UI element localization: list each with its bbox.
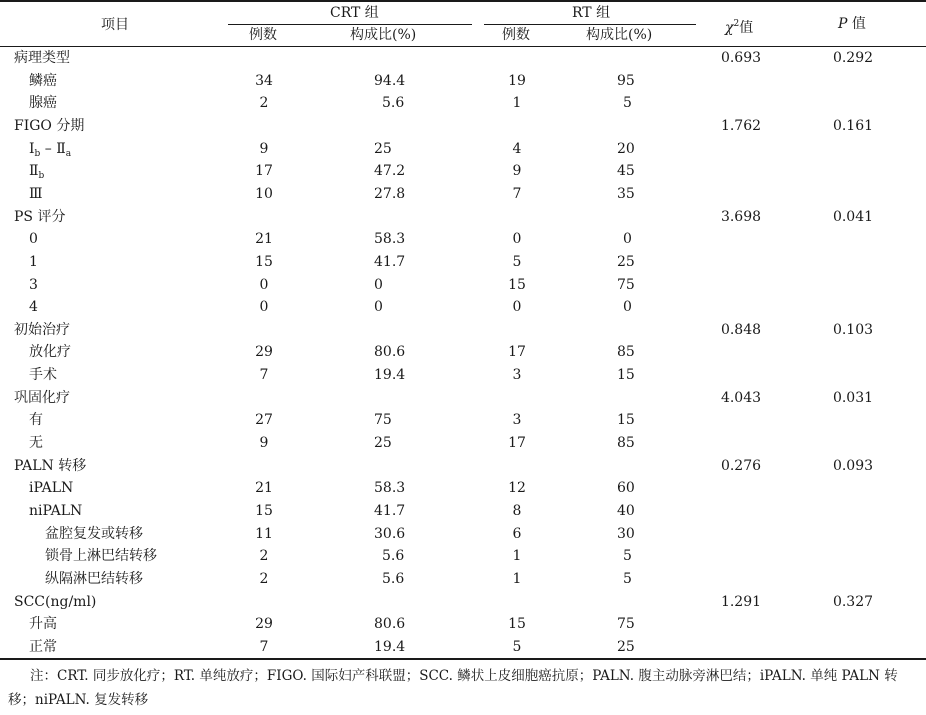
p-symbol: P: [838, 16, 848, 32]
row-label-text: PS 评分: [14, 209, 66, 225]
p-value-cell: 0.327: [832, 594, 874, 610]
crt-cases-cell: 7: [259, 639, 269, 655]
crt-cases-cell: 0: [259, 299, 269, 315]
row-sub-label: [29, 639, 57, 655]
crt-ratio-cell: 25: [374, 141, 392, 157]
crt-ratio-cell: 30.6: [374, 526, 406, 542]
row-sub-label: [29, 412, 43, 428]
header-crt-ratio: 构成比(%): [350, 27, 417, 43]
crt-cases-cell: 2: [259, 571, 269, 587]
row-label-text: 无: [29, 435, 43, 451]
row-label-text: 鳞癌: [29, 73, 57, 89]
chi-square-cell: 0.276: [720, 458, 762, 474]
header-rt-ratio: 构成比(%): [586, 27, 653, 43]
rt-ratio-cell: 5: [623, 571, 632, 587]
rt-ratio-cell: 15: [617, 367, 635, 383]
crt-cases-cell: 29: [255, 616, 273, 632]
p-value-cell: 0.041: [832, 209, 874, 225]
row-category-label: [14, 322, 70, 338]
row-sub-label: [29, 95, 57, 111]
crt-cases-cell: 10: [255, 186, 273, 202]
crt-cases-cell: 9: [259, 141, 269, 157]
rt-group-underline: [484, 24, 696, 25]
crt-ratio-cell: 47.2: [374, 163, 406, 179]
rt-ratio-cell: 75: [617, 616, 635, 632]
crt-ratio-cell: 80.6: [374, 616, 406, 632]
row-label-text: 初始治疗: [14, 322, 70, 338]
crt-ratio-cell: 5.6: [382, 571, 405, 587]
crt-cases-cell: 0: [259, 277, 269, 293]
row-label-text: 0: [29, 231, 38, 247]
rt-ratio-cell: 20: [617, 141, 635, 157]
crt-cases-cell: 29: [255, 344, 273, 360]
rt-ratio-cell: 30: [617, 526, 635, 542]
row-sub-label: [29, 277, 38, 293]
rt-cases-cell: 0: [512, 299, 522, 315]
rt-ratio-cell: 15: [617, 412, 635, 428]
row-label-text: PALN 转移: [14, 458, 87, 474]
row-label-text: 腺癌: [29, 95, 57, 111]
chi-superscript: 2: [733, 19, 740, 29]
crt-ratio-cell: 25: [374, 435, 392, 451]
row-label-text: 3: [29, 277, 38, 293]
rt-cases-cell: 6: [512, 526, 522, 542]
crt-group-underline: [228, 24, 472, 25]
row-label-text: SCC(ng/ml): [14, 594, 97, 610]
rt-cases-cell: 9: [512, 163, 522, 179]
crt-ratio-cell: 41.7: [374, 254, 406, 270]
crt-ratio-cell: 75: [374, 412, 392, 428]
rt-ratio-cell: 40: [617, 503, 635, 519]
crt-ratio-cell: 5.6: [382, 95, 405, 111]
header-item: 项目: [101, 17, 129, 33]
crt-ratio-cell: 5.6: [382, 548, 405, 564]
row-label-text: 巩固化疗: [14, 390, 70, 406]
crt-ratio-cell: 80.6: [374, 344, 406, 360]
rt-cases-cell: 17: [508, 344, 526, 360]
row-sub-label: [29, 616, 57, 632]
row-sub-label: [29, 231, 38, 247]
p-value-cell: 0.103: [832, 322, 874, 338]
rt-ratio-cell: 60: [617, 480, 635, 496]
rt-ratio-cell: 25: [617, 254, 635, 270]
crt-ratio-cell: 0: [374, 299, 383, 315]
rt-ratio-cell: 75: [617, 277, 635, 293]
rt-ratio-cell: 5: [623, 95, 632, 111]
rt-cases-cell: 7: [512, 186, 522, 202]
rt-cases-cell: 1: [512, 95, 522, 111]
row-label-subscript: b: [34, 149, 41, 159]
row-sub-label: [29, 344, 71, 360]
row-label-subscript: a: [65, 149, 72, 159]
rt-ratio-cell: 95: [617, 73, 635, 89]
row-category-label: [14, 458, 86, 474]
row-sub-label: [29, 435, 43, 451]
rt-ratio-cell: 25: [617, 639, 635, 655]
row-sub-label: [29, 254, 38, 270]
row-label-text: 盆腔复发或转移: [45, 526, 143, 542]
row-sub-label: [29, 299, 38, 315]
chi-suffix: 值: [739, 20, 754, 36]
header-crt-group: CRT 组: [330, 5, 379, 21]
rt-cases-cell: 4: [512, 141, 522, 157]
row-label-text: 锁骨上淋巴结转移: [45, 548, 157, 564]
table-bottom-rule: [0, 658, 926, 660]
row-sub-label: [45, 571, 143, 587]
rt-cases-cell: 1: [512, 571, 522, 587]
row-label-text: 升高: [29, 616, 57, 632]
row-label-subscript: b: [38, 171, 45, 181]
table-footnote-line-2: 移；niPALN. 复发转移: [8, 692, 149, 708]
rt-cases-cell: 3: [512, 412, 522, 428]
chi-square-cell: 1.291: [720, 594, 762, 610]
header-p-value: [838, 16, 866, 32]
crt-cases-cell: 34: [255, 73, 273, 89]
row-category-label: [14, 118, 84, 134]
row-label-text: 正常: [29, 639, 57, 655]
rt-cases-cell: 5: [512, 254, 522, 270]
rt-ratio-cell: 35: [617, 186, 635, 202]
crt-cases-cell: 7: [259, 367, 269, 383]
chi-square-cell: 4.043: [720, 390, 762, 406]
table-footnote-line-1: 注：CRT. 同步放化疗；RT. 单纯放疗；FIGO. 国际妇产科联盟；SCC. 鳞状上皮细胞癌抗原；PALN. 腹主动脉旁淋巴结；iPALN. 单纯 PALN 转: [30, 668, 898, 684]
row-category-label: [14, 50, 70, 66]
chi-square-cell: 0.848: [720, 322, 762, 338]
row-category-label: [14, 390, 70, 406]
chi-square-cell: 1.762: [720, 118, 762, 134]
row-label-text: FIGO 分期: [14, 118, 85, 134]
crt-ratio-cell: 58.3: [374, 480, 406, 496]
rt-cases-cell: 1: [512, 548, 522, 564]
rt-cases-cell: 19: [508, 73, 526, 89]
row-label-text: Ⅲ: [29, 186, 43, 202]
table-top-rule: [0, 0, 926, 2]
rt-ratio-cell: 0: [623, 299, 632, 315]
crt-cases-cell: 21: [255, 480, 273, 496]
row-label-text: 放化疗: [29, 344, 71, 360]
rt-cases-cell: 15: [508, 277, 526, 293]
p-value-cell: 0.093: [832, 458, 874, 474]
row-category-label: [14, 209, 65, 225]
rt-ratio-cell: 85: [617, 344, 635, 360]
rt-cases-cell: 0: [512, 231, 522, 247]
row-label-text: Ⅰ: [29, 141, 35, 157]
p-value-cell: 0.161: [832, 118, 874, 134]
row-sub-label: [29, 163, 44, 184]
crt-ratio-cell: 94.4: [374, 73, 406, 89]
header-rt-group: RT 组: [572, 5, 611, 21]
p-value-cell: 0.031: [832, 390, 874, 406]
crt-cases-cell: 11: [255, 526, 273, 542]
row-sub-label: [29, 141, 71, 162]
chi-symbol: χ: [725, 20, 734, 36]
rt-ratio-cell: 0: [623, 231, 632, 247]
rt-cases-cell: 15: [508, 616, 526, 632]
rt-cases-cell: 8: [512, 503, 522, 519]
crt-cases-cell: 15: [255, 254, 273, 270]
crt-ratio-cell: 58.3: [374, 231, 406, 247]
row-sub-label: [29, 503, 82, 519]
crt-cases-cell: 27: [255, 412, 273, 428]
row-label-text: Ⅱ: [29, 163, 39, 179]
header-chi-square: [725, 16, 753, 36]
p-value-cell: 0.292: [832, 50, 874, 66]
crt-cases-cell: 2: [259, 95, 269, 111]
row-label-text: 1: [29, 254, 38, 270]
row-label-text: 手术: [29, 367, 57, 383]
crt-ratio-cell: 19.4: [374, 367, 406, 383]
chi-square-cell: 3.698: [720, 209, 762, 225]
crt-cases-cell: 17: [255, 163, 273, 179]
crt-ratio-cell: 41.7: [374, 503, 406, 519]
row-sub-label: [29, 367, 57, 383]
crt-ratio-cell: 19.4: [374, 639, 406, 655]
row-label-range: – Ⅱ: [40, 141, 66, 157]
row-sub-label: [29, 186, 43, 202]
crt-cases-cell: 21: [255, 231, 273, 247]
p-suffix: 值: [847, 16, 866, 32]
rt-cases-cell: 3: [512, 367, 522, 383]
row-label-text: 有: [29, 412, 43, 428]
row-sub-label: [29, 73, 57, 89]
row-sub-label: [45, 526, 143, 542]
header-rt-cases: 例数: [502, 27, 530, 43]
crt-cases-cell: 2: [259, 548, 269, 564]
crt-ratio-cell: 27.8: [374, 186, 406, 202]
header-crt-cases: 例数: [249, 27, 277, 43]
rt-ratio-cell: 45: [617, 163, 635, 179]
row-category-label: [14, 594, 96, 610]
row-label-text: 病理类型: [14, 50, 70, 66]
chi-square-cell: 0.693: [720, 50, 762, 66]
row-label-text: niPALN: [29, 503, 83, 519]
rt-ratio-cell: 5: [623, 548, 632, 564]
row-label-text: iPALN: [29, 480, 74, 496]
row-label-text: 纵隔淋巴结转移: [45, 571, 143, 587]
rt-cases-cell: 12: [508, 480, 526, 496]
rt-cases-cell: 17: [508, 435, 526, 451]
crt-cases-cell: 15: [255, 503, 273, 519]
crt-ratio-cell: 0: [374, 277, 383, 293]
rt-ratio-cell: 85: [617, 435, 635, 451]
rt-cases-cell: 5: [512, 639, 522, 655]
row-sub-label: [29, 480, 73, 496]
row-label-text: 4: [29, 299, 38, 315]
header-bottom-rule: [0, 46, 926, 47]
row-sub-label: [45, 548, 157, 564]
crt-cases-cell: 9: [259, 435, 269, 451]
